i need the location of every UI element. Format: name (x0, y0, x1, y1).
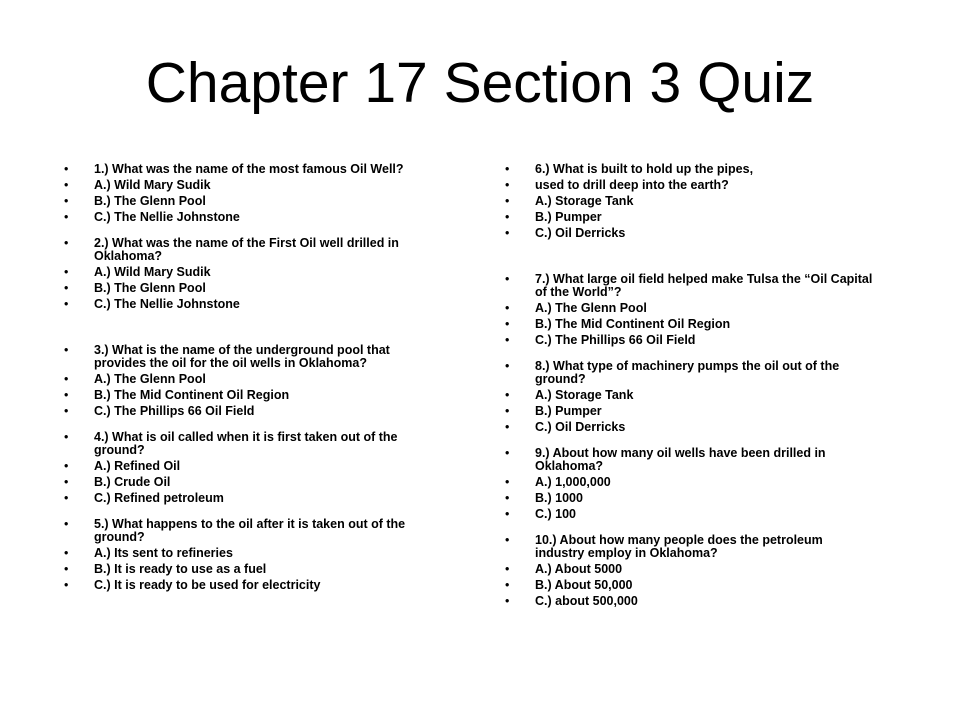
answer-5a: • A.) Its sent to refineries (64, 547, 434, 560)
left-question-list (64, 163, 434, 595)
answer-9a: • A.) 1,000,000 (505, 476, 875, 489)
answer-1b: • B.) The Glenn Pool (64, 195, 434, 208)
question-4: • 4.) What is oil called when it is first taken out of the ground? (64, 431, 434, 457)
question-2: • 2.) What was the name of the First Oil well drilled in Oklahoma? (64, 237, 434, 263)
answer-2b: • B.) The Glenn Pool (64, 282, 434, 295)
answer-7c: • C.) The Phillips 66 Oil Field (505, 334, 875, 347)
answer-6c: • C.) Oil Derricks (505, 227, 875, 240)
question-1: • 1.) What was the name of the most famous Oil Well? (64, 163, 434, 176)
answer-10b: • B.) About 50,000 (505, 579, 875, 592)
answer-3b: • B.) The Mid Continent Oil Region (64, 389, 434, 402)
answer-8b: • B.) Pumper (505, 405, 875, 418)
answer-4a: • A.) Refined Oil (64, 460, 434, 473)
answer-4b: • B.) Crude Oil (64, 476, 434, 489)
answer-2a: • A.) Wild Mary Sudik (64, 266, 434, 279)
answer-7a: • A.) The Glenn Pool (505, 302, 875, 315)
answer-3a: • A.) The Glenn Pool (64, 373, 434, 386)
question-3: • 3.) What is the name of the underground pool that provides the oil for the oil wells in Oklahoma? (64, 344, 434, 370)
question-8: • 8.) What type of machinery pumps the oil out of the ground? (505, 360, 875, 386)
answer-9c: • C.) 100 (505, 508, 875, 521)
question-5: • 5.) What happens to the oil after it is taken out of the ground? (64, 518, 434, 544)
answer-5b: • B.) It is ready to use as a fuel (64, 563, 434, 576)
answer-10a: • A.) About 5000 (505, 563, 875, 576)
question-7: • 7.) What large oil field helped make Tulsa the “Oil Capital of the World”? (505, 273, 875, 299)
answer-1a: • A.) Wild Mary Sudik (64, 179, 434, 192)
question-9: • 9.) About how many oil wells have been drilled in Oklahoma? (505, 447, 875, 473)
answer-3c: • C.) The Phillips 66 Oil Field (64, 405, 434, 418)
answer-7b: • B.) The Mid Continent Oil Region (505, 318, 875, 331)
question-6-line-2: • used to drill deep into the earth? (505, 179, 875, 192)
slide-title: Chapter 17 Section 3 Quiz (145, 51, 815, 115)
answer-2c: • C.) The Nellie Johnstone (64, 298, 434, 311)
answer-4c: • C.) Refined petroleum (64, 492, 434, 505)
right-question-list (505, 163, 875, 611)
answer-5c: • C.) It is ready to be used for electricity (64, 579, 434, 592)
answer-1c: • C.) The Nellie Johnstone (64, 211, 434, 224)
question-6-line-1: • 6.) What is built to hold up the pipes, (505, 163, 875, 176)
answer-10c: • C.) about 500,000 (505, 595, 875, 608)
answer-8c: • C.) Oil Derricks (505, 421, 875, 434)
answer-8a: • A.) Storage Tank (505, 389, 875, 402)
answer-9b: • B.) 1000 (505, 492, 875, 505)
answer-6a: • A.) Storage Tank (505, 195, 875, 208)
answer-6b: • B.) Pumper (505, 211, 875, 224)
question-10: • 10.) About how many people does the petroleum industry employ in Oklahoma? (505, 534, 875, 560)
